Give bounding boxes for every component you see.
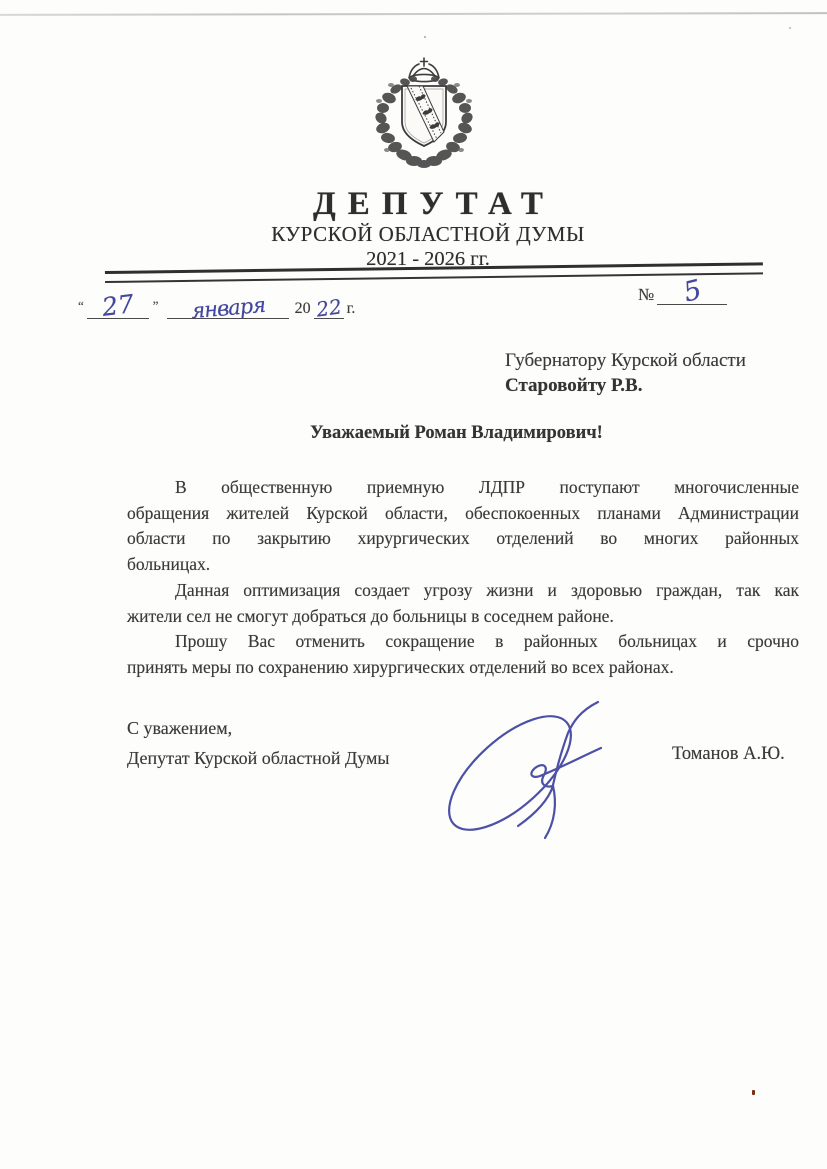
letterhead-subtitle: КУРСКОЙ ОБЛАСТНОЙ ДУМЫ [271,222,585,246]
date-day-slot [87,289,149,322]
addressee-title: Губернатору Курской области [505,350,746,371]
letter-body [127,475,799,681]
closing-position: Депутат Курской областной Думы [127,747,390,768]
date-year-slot [314,294,344,322]
signer-name: Томанов А.Ю. [672,744,785,764]
date-line [78,289,356,324]
body-line: обращения жителей Курской области, обеспокоенных планами Администрации [127,502,799,523]
paragraph-2 [127,578,799,629]
addressee-name: Старовойту Р.В. [505,374,643,396]
kursk-coat-of-arms-icon [367,55,481,173]
closing-regards: С уважением, [127,718,233,738]
handwritten-signature [440,695,620,855]
closing-block [127,714,390,773]
paragraph-1 [127,475,799,578]
close-quote: ” [152,298,159,313]
body-line: Прошу Вас отменить сокращение в районных больницах и срочно [175,631,799,652]
letterhead [26,186,827,272]
year-suffix: г. [346,300,356,317]
paragraph-3 [127,629,799,680]
body-line: В общественную приемную ЛДПР поступают многочисленные [175,477,799,497]
handwritten-year: 22 [314,294,344,322]
addressee-block [505,349,746,398]
number-label: № [638,285,655,304]
salutation: Уважаемый Роман Владимирович! [310,423,603,443]
handwritten-month: января [189,292,266,324]
number-line [638,274,727,309]
scan-speck [424,36,426,38]
date-month-slot [167,292,289,324]
number-slot [657,274,727,309]
handwritten-day: 27 [100,289,136,322]
body-line: принять меры по сохранению хирургических отделений во всех районах. [127,656,674,677]
letterhead-title: ДЕПУТАТ [313,186,555,222]
body-line: больницах. [127,554,211,575]
scan-speck [752,1090,755,1095]
scan-edge-line [0,12,827,16]
letterhead-term: 2021 - 2026 гг. [366,248,490,270]
body-line: области по закрытию хирургических отделений во многих районных [127,528,799,549]
body-line: Данная оптимизация создает угрозу жизни и здоровью граждан, так как [175,579,799,600]
scan-speck [789,27,791,29]
open-quote: “ [78,298,84,313]
year-prefix: 20 [294,300,311,317]
body-line: жители сел не смогут добраться до больницы в соседнем районе. [127,605,614,626]
handwritten-number: 5 [680,274,705,309]
